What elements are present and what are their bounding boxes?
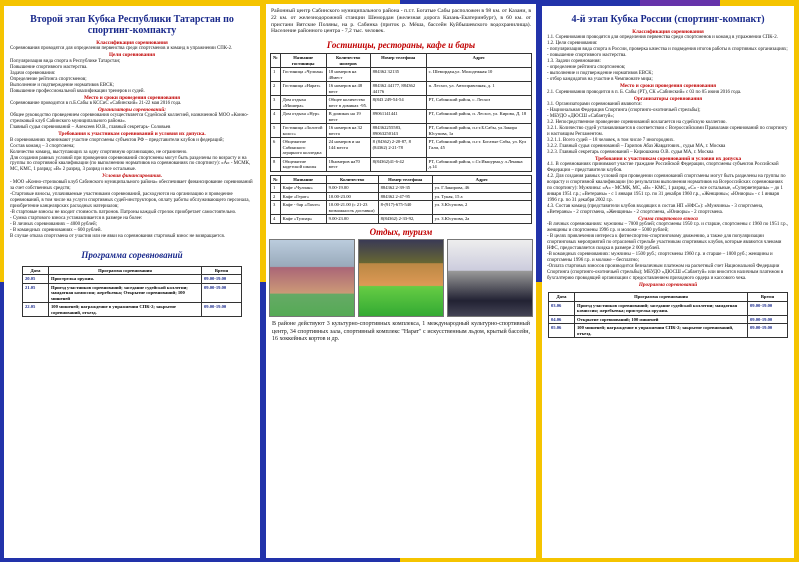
cafe-number: 4 [271, 215, 281, 224]
hotel-phone: 884362 32135 [370, 68, 426, 82]
hotel-number: 8 [271, 157, 281, 171]
cafe-name: Кафе «Чулпан» [280, 184, 326, 193]
left-goal: Популяризация вида спорта в Республике Татарстан; [10, 58, 121, 64]
hotel-address: п. Лесхоз, ул. Автоправочная, д. 1 [426, 82, 531, 96]
middle-panel [266, 4, 536, 558]
right-req-heading: Требования к участникам соревнований и условия их допуска [594, 155, 742, 162]
middle-intro: Районный центр Сабинского муниципального района - п.г.т. Богатые Сабы расположен в 98 км. от Казани, в 22 км. от железнодорожной станции Шемордан (железная дорога Казань-Екатеринбург), в 60 км. от пристани Вятские Поляны, на р. Сабинка (приток р. Мёша, бассейн Куйбышевского водохранилища). Население районного центра - 7,2 тыс. человек. [271, 8, 531, 35]
left-place-text: Соревнование проводится в п.Б.Сабы в КССиС «Сабинский» 21-22 мая 2016 года. [10, 100, 182, 106]
cafe-hours: 9.00-23.00 [326, 215, 378, 224]
rest-title: Отдых, туризм [369, 226, 433, 237]
hotel-address: РТ, Сабинский район, п. Лесхоз, ул. Кирова, Д. 18 [426, 110, 531, 124]
hotel-number: 2 [271, 82, 281, 96]
program-time: 09.00-19.00 [202, 303, 242, 317]
table-header-row [271, 175, 532, 184]
left-tasks-label: Задачи соревнования: [10, 70, 56, 76]
left-goal: Повышение спортивного мастерства. [10, 64, 88, 70]
table-header-row [549, 293, 788, 302]
table-row [271, 192, 532, 201]
left-task: Повышение профессиональной квалификации тренеров и судей. [10, 88, 145, 94]
right-req-item: 4.2. Для создания равных условий при проведении соревнований спортсмены могут быть разделены на группы по возрасту и спортивной квалификации (по результатам выполнения нормативов на Всероссийских соревнованиях по спортингу): Мужчины: «А» - МСМК, МС, «В» - КМС, 1 разряд, «С» - все остальные, «Суперветераны» – до 1 января 1951 г.р.; «Ветераны» - с 1 января 1951 г.р. по 31 декабря 1960 г.р., «Женщины»; «Юниоры» - с 1 января 1996 г.р. по 31 декабря 2002 г.р. [547, 174, 786, 203]
right-item: - повышение спортивного мастерства. [547, 53, 627, 59]
cafes-table [270, 175, 532, 224]
program-text: Приезд участников соревнований; заседание судейской коллегии; мандатная комиссия; жеребьевка; Открытие соревнований; 100 мишеней [49, 283, 202, 303]
table-row [271, 96, 532, 110]
left-req-heading: Требования к участникам соревнований и условия их допуска. [58, 131, 206, 138]
left-finance-text: - В командных соревнованиях – 600 рублей. [10, 227, 102, 233]
right-org-item: 3.2. Непосредственное проведение соревнований возлагается на судейскую коллегию. [547, 119, 727, 125]
photo-strip [266, 239, 536, 317]
right-fee-item: - В целях привлечения интереса к фитнеспортно-спортинговому движению, а также для популяризации спортинговых мероприятий по отраслевой стрельбе участникам спортивных клубов, которые являются членами НФС, предоставляется скидка в размере 2 000 рублей. [547, 234, 782, 252]
right-item: - отбор кандидатов на участие в Чемпионате мира; [547, 77, 653, 83]
right-org-item: - Национальная Федерация Спортинга (спортинго-охотничьей стрельбы); [547, 107, 701, 113]
left-finance-text: - Сумма стартового взноса устанавливается в размере на более: [10, 215, 143, 221]
right-item: - популяризация вида спорта в России, проверка качества и подведения итогов работы в спортивных организациях; [547, 47, 788, 53]
right-fee-item: -В личных соревнованиях: мужчины – 7000 рублей; спортсмены 1950 г.р. и старше, спортсмены с 1960 по 1951 г.р., женщины и спортсмены 1996 г.р. и моложе – 5000 рублей; [547, 222, 789, 234]
right-org-item: 3.2.2. Главный судья соревнований – Гарипов Абаз Жавдатович., судья МА, г. Москва [547, 143, 726, 149]
right-item: 1.3. Задачи соревнования: [547, 59, 601, 65]
hotel-number: 6 [271, 138, 281, 158]
table-header: № [271, 175, 281, 184]
right-program-heading: Программа соревнований [638, 282, 698, 289]
cafe-hours: 9.00-19.00 [326, 184, 378, 193]
left-finance-text: -В стартовые взносы не входит стоимость патронов. Патроны каждый стрелок приобретает самостоятельно. [10, 209, 237, 215]
sports-complex-photo [269, 239, 355, 317]
hotel-name: Гостиница «Нарат» [280, 82, 326, 96]
hotel-rooms: 16 номеров на 32 места [326, 124, 370, 138]
table-row [271, 138, 532, 158]
program-text: 100 мишеней; награждение в упражнении СПК-2; закрытие соревнований, отъезд. [575, 324, 748, 338]
left-classification-heading: Классификация соревнования [96, 40, 168, 46]
hotel-rooms: 18номеров на70 мест [326, 157, 370, 171]
right-req-item: 4.3. Состав команд (представители клубов входящих в состав НП «НФС»): «Мужчины» - 3 спортсмена, «Ветераны» - 2 спортсмена, «Женщины» - 2 спортсмена, «Юниоры» - 2 спортсмена. [547, 203, 764, 215]
cafe-address: ул. Тукая, 15 а [432, 192, 531, 201]
table-header: Программа соревнования [49, 266, 202, 275]
right-org-item: 3.2.1.1. Всего судей – 18 человек, в том числе 7 иногородних. [547, 137, 675, 143]
left-req-text: Состав команд – 3 спортсмена; [10, 143, 75, 149]
table-row [271, 68, 532, 82]
cafe-name: Кафе «Тулпар» [280, 215, 326, 224]
table-row [23, 283, 242, 303]
program-text: Пристрелка оружия. [49, 275, 202, 284]
table-header: Номер телефона [378, 175, 432, 184]
left-finance-text: - МОО «Конно-стрелковый клуб Сабинского муниципального района» обеспечивает финансирование соревнований за счет собственных средств; [10, 179, 253, 191]
table-row [23, 275, 242, 284]
cafe-hours: 10.00-21.00 (с 21-23 возможность доставки) [326, 201, 378, 215]
table-row [271, 215, 532, 224]
program-text: Приезд участников соревнований; заседание судейской коллегии; мандатная комиссия; жеребьевка; пристрелка оружия. [575, 301, 748, 315]
left-finance-text: - В личных соревнованиях – 4000 рублей; [10, 221, 97, 227]
right-fee-item: -В командных соревнованиях: мужчины – 1500 руб.; спортсмены 1960 г.р. и старше – 1000 руб.; женщины и спортсмены 1996 г.р. и моложе – бесплатно; [547, 252, 773, 264]
program-date: 03.06 [549, 301, 575, 315]
left-org-heading: Организаторы соревнований: [98, 106, 166, 113]
program-time: 09.00-19.00 [202, 283, 242, 303]
hotel-address: с. Шемордан,ул. Молодежная 10 [426, 68, 531, 82]
left-task: Определение рейтинга спортсменов; [10, 76, 87, 82]
table-header: Программа соревнования [575, 293, 748, 302]
left-org-text: Главный судья соревнований – Алексеев Ю.В., главный секретарь- Соловьев [10, 125, 171, 131]
hotel-address: РТ, Сабинский район, п.г.т. Богатые Сабы, ул. Кул Гали, 45 [426, 138, 531, 158]
hotel-address: РТ, Сабинский район, п.г.т.Б.Сабы, ул.Закира Юсупова, 1а [426, 124, 531, 138]
table-row [271, 157, 532, 171]
hotel-number: 1 [271, 68, 281, 82]
cafe-phone: 884362 2-39-35 [378, 184, 432, 193]
right-item: 1.2. Цели соревнования: [547, 41, 598, 47]
hotel-name: Общежитие Сабинского аграрного колледжа [280, 138, 326, 158]
right-item: - определение рейтинга спортсменов; [547, 65, 626, 71]
right-item: 1.1. Соревнования проводятся для определения первенства среди спортсменов и команд в упражнении СПК-2. [547, 35, 778, 41]
left-req-text: В соревнованиях принимают участие спортсмены субъектов РФ – представители клубов и федераций; [10, 137, 224, 143]
right-org-item: 3.1. Организаторами соревнований являются: [547, 101, 642, 107]
left-body [4, 38, 260, 242]
table-header: Название [280, 175, 326, 184]
hotel-name: Общежитие кадетской школы [280, 157, 326, 171]
hotels-table [270, 53, 532, 172]
table-row [549, 324, 788, 338]
left-place-heading: Место и сроки проведения соревнования [83, 94, 181, 101]
equestrian-photo [447, 239, 533, 317]
hotel-phone: 8 (84362) 2-20-87, 8 (84362) 2-21-78 [370, 138, 426, 158]
program-text: 100 мишеней; награждение в упражнении СПК-2; закрытие соревнований, отъезд. [49, 303, 202, 317]
table-row [271, 184, 532, 193]
program-time: 09.00-19.00 [748, 315, 788, 324]
left-panel [4, 6, 260, 558]
table-header: Количество номеров [326, 54, 370, 68]
right-body [542, 27, 794, 290]
left-classification-text: Соревнования проводятся для определения первенства среди спортсменов и команд в упражнении СПК-2. [10, 46, 233, 52]
left-org-text: Общее руководство проведением соревнования осуществляется Судейской коллегией, назначенной МОО «Конно-стрелковый клуб Сабинского муниципального района». [10, 113, 249, 125]
program-date: 04.06 [549, 315, 575, 324]
table-header: Дата [549, 293, 575, 302]
hotel-number: 4 [271, 110, 281, 124]
table-row [549, 301, 788, 315]
right-fee-item: -Оплата стартовых взносов производится безналичным платежом на расчетный счет Национальной Федерации Спортинга (спортинго-охотничьей стрельбы); МБУДО «ДЮСШ «Сабантуй» или вносится наличным платежом в бухгалтерию проводящей организации с предоставлением приходного ордера и кассового чека. [547, 264, 784, 282]
cafe-phone: 8-(917)-675-540 [378, 201, 432, 215]
program-date: 20.05 [23, 275, 49, 284]
cafe-number: 2 [271, 192, 281, 201]
hotel-phone: 8(84362)41-6-42 [370, 157, 426, 171]
cafe-number: 1 [271, 184, 281, 193]
right-org-item: 3.2.3. Главный секретарь соревнований – Кирюшкина О.В. судья МА, г. Москва [547, 149, 714, 155]
table-header: Номер телефона [370, 54, 426, 68]
right-req-item: 4.1. В соревнованиях принимают участие граждане Российской Федерации, спортсмены субъектов Российской Федерации – представители клубов. [547, 162, 779, 174]
program-text: Открытие соревнований; 100 мишеней [575, 315, 748, 324]
hotels-title: Гостиницы, рестораны, кафе и бары [326, 40, 476, 51]
right-title: 4-й этап Кубка России (спортинг-компакт) [571, 14, 765, 25]
cafe-phone: 8(84362) 2-33-92, [378, 215, 432, 224]
table-row [271, 110, 532, 124]
left-finance-heading: Условия финансирования. [101, 173, 163, 180]
table-row [23, 303, 242, 317]
hotel-name: Гостиница «Чулпан» [280, 68, 326, 82]
gym-hall-photo [358, 239, 444, 317]
cafe-address: ул. Г.Закирова, 46 [432, 184, 531, 193]
hotel-number: 3 [271, 96, 281, 110]
hotel-name: Дом отдыха «Мишера» [280, 96, 326, 110]
table-header-row [271, 54, 532, 68]
left-req-text: Количество команд, выступающих за одну спортивную организацию, не ограничено. [10, 149, 188, 155]
hotel-name: Дом отдыха «Нур» [280, 110, 326, 124]
right-classification-heading: Классификация соревнования [632, 29, 704, 35]
left-title: Второй этап Кубка Республики Татарстан по спортинг-компакту [30, 14, 234, 36]
hotel-phone: 89061141441 [370, 110, 426, 124]
table-header: Время [202, 266, 242, 275]
table-row [271, 82, 532, 96]
right-org-item: - МБУДО «ДЮСШ «Сабантуй»; [547, 113, 615, 119]
cafe-name: Кафе «Герат» [280, 192, 326, 201]
hotel-rooms: Общее количество мест в домиках -95. [326, 96, 370, 110]
table-row [549, 315, 788, 324]
left-goals-heading: Цели соревнования [108, 52, 156, 59]
program-date: 21.05 [23, 283, 49, 303]
program-date: 05.06 [549, 324, 575, 338]
hotel-rooms: 16 номеров на 48 мест [326, 82, 370, 96]
table-row [271, 201, 532, 215]
hotel-rooms: В домиках на 19 мест [326, 110, 370, 124]
right-fee-heading: Сумма стартового взноса [638, 215, 698, 222]
table-header: Количество [326, 175, 378, 184]
table-header: Адрес [426, 54, 531, 68]
hotel-phone: 884362255583, 89063250143 [370, 124, 426, 138]
cafe-address: ул. З.Юсупова, 2 [432, 201, 531, 215]
right-place-text: 2.1. Соревнования проводится в п. Б. Сабы (РТ), СК «Сабинский» с 03 по 05 июня 2016 года. [547, 89, 742, 95]
cafe-address: ул. З.Юсупова, 2а [432, 215, 531, 224]
right-item: - выполнение и подтверждение нормативов ЕВСК; [547, 71, 653, 77]
left-task: Выполнение и подтверждение нормативов ЕВСК; [10, 82, 115, 88]
hotel-rooms: 24 номеров и на 144 места [326, 138, 370, 158]
hotel-phone: 884362 44177, 884362 44176 [370, 82, 426, 96]
cafe-number: 3 [271, 201, 281, 215]
right-panel [542, 6, 794, 558]
hotel-rooms: 18 номеров на 48мест [326, 68, 370, 82]
hotel-name: Гостиница «Золотой колос» [280, 124, 326, 138]
cafe-name: Кафе - бар «Лахэт» [280, 201, 326, 215]
table-header: Название гостиницы [280, 54, 326, 68]
table-header-row [23, 266, 242, 275]
left-program-table [22, 266, 242, 318]
hotel-address: РТ, Сабинский район, с. Лесхоз [426, 96, 531, 110]
table-header: Время [748, 293, 788, 302]
hotel-number: 5 [271, 124, 281, 138]
left-finance-text: -Стартовые взносы, уплачиваемые участниками соревнований, расходуются на организацию и проведение соревнований, в том числе на услуги спортивных судей-инструкторов, оплату работы обслуживающего персонала, приобретение канцелярских расходных материалов; [10, 191, 250, 209]
right-org-heading: Организаторы соревнования [633, 95, 703, 102]
right-place-heading: Место и сроки проведения соревнования [619, 83, 717, 90]
hotel-phone: 8(843 249-54-54 [370, 96, 426, 110]
table-header: № [271, 54, 281, 68]
program-time: 09.00-19.00 [748, 324, 788, 338]
table-header: Адрес [432, 175, 531, 184]
left-program-title: Программа соревнований [81, 249, 183, 260]
cafe-hours: 10.00-23.00 [326, 192, 378, 201]
hotel-address: РТ, Сабинский район, с.Ст.Икшурма,у л.Ленина д.14 [426, 157, 531, 171]
left-req-text: Для создания равных условий при проведении соревнований спортсмены могут быть разделены по возрасту и на группы по спортивной квалификации (по выполнению нормативов на соревнованиях по спортингу): «А» - МСМК, МС, КМС, 1 разряд; «В» 2 разряд, 3 разряд и все остальные. [10, 155, 251, 173]
program-time: 09.00-19.00 [202, 275, 242, 284]
program-date: 22.05 [23, 303, 49, 317]
rest-text: В районе действуют 3 культурно-спортивных комплекса, 1 международный культурно-спортивный центр, 34 спортивных зала, спортивный комплекс "Нарат" с искусственным льдом, крытый бассейн, 16 хоккейных кортов и др. [272, 320, 530, 343]
left-finance-text: В случае отказа спортсмена от участия или не явки на соревнования стартовый взнос не возвращается. [10, 233, 225, 239]
table-row [271, 124, 532, 138]
right-program-table [548, 292, 788, 338]
cafe-phone: 884362 2-47-95 [378, 192, 432, 201]
program-time: 09.00-19.00 [748, 301, 788, 315]
table-header: Дата [23, 266, 49, 275]
right-org-item: 3.2.1. Количество судей устанавливается в соответствии с Всероссийскими Правилами соревнований по спортингу и настоящим Регламентом. [547, 125, 788, 137]
